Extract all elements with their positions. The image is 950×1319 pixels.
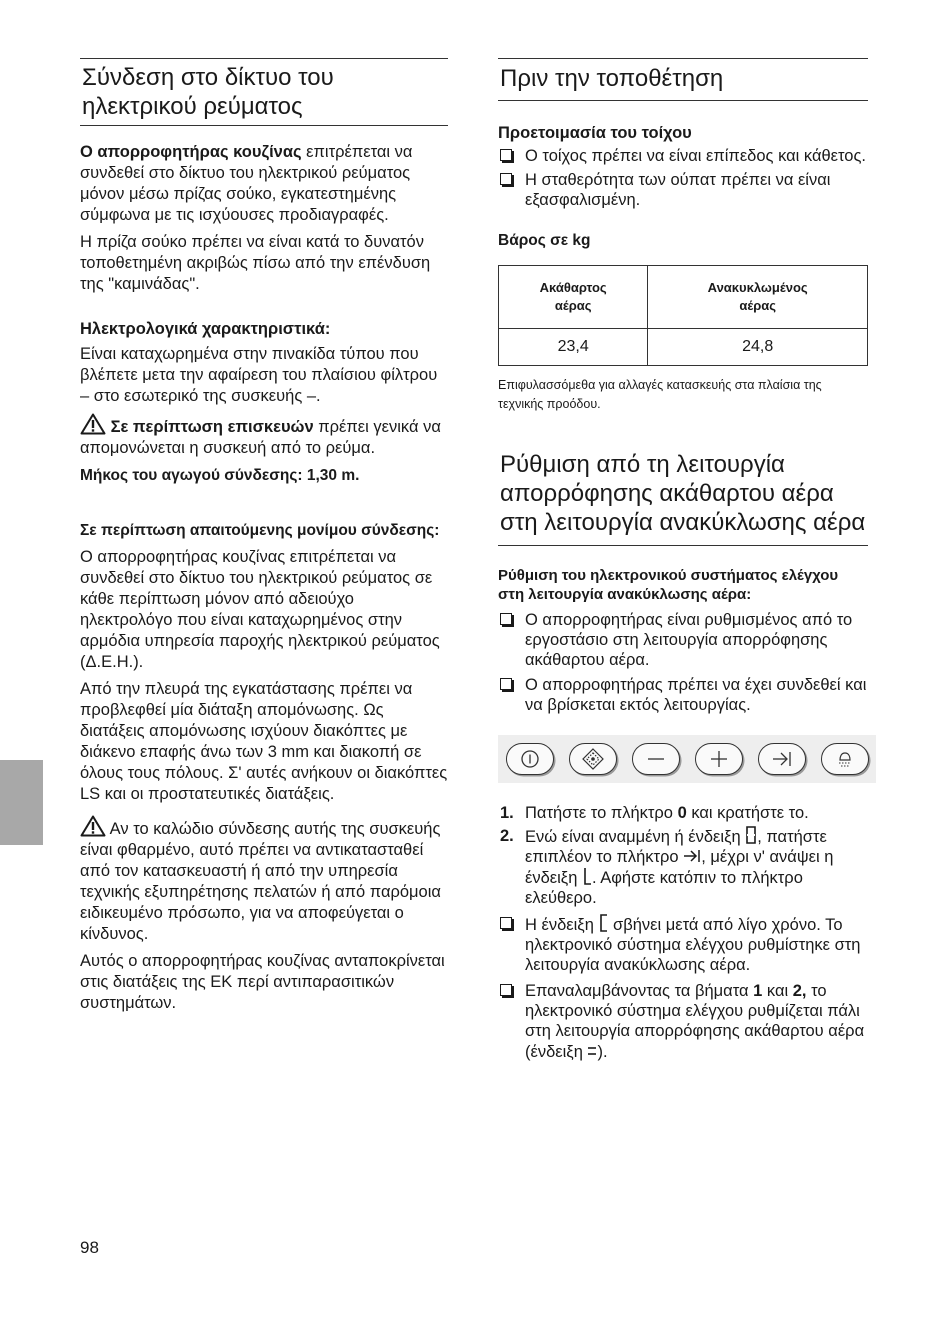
section-tab-marker	[0, 760, 43, 845]
checkbox-bullet-icon	[500, 613, 512, 625]
minus-button	[632, 743, 680, 775]
table-header-exhaust-air: Ακάθαρτος αέρας	[499, 266, 648, 329]
display-zero-indicator-icon	[745, 826, 757, 844]
warning-icon	[80, 815, 106, 837]
fan-button	[569, 743, 617, 775]
section-title-before-installation: Πριν την τοποθέτηση	[498, 58, 868, 101]
warning-icon	[80, 413, 106, 435]
section-title-recirculation-setting: Ρύθμιση από τη λειτουργία απορρόφησης ακάθαρτου αέρα στη λειτουργία ανακύκλωσης αέρα	[498, 450, 868, 546]
fan-icon	[581, 747, 605, 771]
electrical-data-paragraph: Είναι καταχωρημένα στην πινακίδα τύπου που βλέπετε μετα την αφαίρεση του πλαίσιου φίλτρου – στο εσωτερικό της συσκευής –.	[80, 345, 438, 405]
left-column	[80, 58, 448, 1014]
list-item: Ο απορροφητήρας είναι ρυθμισμένος από το εργοστάσιο στη λειτουργία απορρόφησης ακάθαρτου αέρα.	[498, 610, 868, 670]
wall-preparation-heading: Προετοιμασία του τοίχου	[498, 124, 692, 142]
table-cell-recirculation-weight: 24,8	[648, 329, 868, 366]
note-display-off: Η ένδειξη σβήνει μετά από λίγο χρόνο. Το ηλεκτρονικό σύστημα ελέγχου ρυθμίστηκε στη λειτουργία ανακύκλωσης αέρα.	[498, 914, 868, 975]
interval-icon	[683, 848, 701, 864]
right-column	[498, 58, 868, 1062]
control-panel-illustration	[498, 735, 876, 783]
display-c-indicator-icon	[598, 914, 608, 932]
minus-icon	[645, 748, 667, 770]
ec-compliance-paragraph: Αυτός ο απορροφητήρας κουζίνας ανταποκρίνεται στις διατάξεις της ΕΚ περί αντιπαρασιτικών συστημάτων.	[80, 952, 445, 1012]
checkbox-bullet-icon	[500, 984, 512, 996]
display-l-indicator-icon	[582, 867, 592, 885]
light-icon	[834, 748, 856, 770]
interval-button	[758, 743, 806, 775]
checkbox-bullet-icon	[500, 149, 512, 161]
intro-paragraph: Ο απορροφητήρας κουζίνας επιτρέπεται να συνδεθεί στο δίκτυο του ηλεκτρικού ρεύματος μόνον μέσω πρίζας σούκο, εγκατεστημένης σύμφωνα με τις ισχύουσες προδιαγραφές.	[80, 143, 413, 224]
list-item: Η σταθερότητα των ούπατ πρέπει να είναι εξασφαλισμένη.	[498, 170, 868, 210]
cable-damage-warning: Αν το καλώδιο σύνδεσης αυτής της συσκευής είναι φθαρμένο, αυτό πρέπει να αντικατασταθεί από τον κατασκευαστή ή από την υπηρεσία τεχνικής εξυπηρέτησης πελατών ή από παρόμοια ειδικευμένο πρόσωπο, για να αποφεύγεται ο κίνδυνος.	[80, 815, 448, 945]
cable-length: Μήκος του αγωγού σύνδεσης: 1,30 m.	[80, 467, 360, 484]
section-title-electrical-connection: Σύνδεση στο δίκτυο του ηλεκτρικού ρεύματος	[80, 58, 448, 126]
checkbox-bullet-icon	[500, 678, 512, 690]
power-icon	[519, 748, 541, 770]
display-equals-indicator-icon	[587, 1041, 597, 1059]
power-button	[506, 743, 554, 775]
step-1: 1. Πατήστε το πλήκτρο 0 και κρατήστε το.	[500, 804, 809, 822]
weight-heading: Βάρος σε kg	[498, 232, 591, 249]
socket-paragraph: Η πρίζα σούκο πρέπει να είναι κατά το δυνατόν τοποθετημένη ακριβώς πίσω από την επένδυση της "καμινάδας".	[80, 233, 431, 293]
repair-warning: Σε περίπτωση επισκευών πρέπει γενικά να απομονώνεται η συσκευή από το ρεύμα.	[80, 413, 448, 459]
permanent-connection-paragraph: Ο απορροφητήρας κουζίνας επιτρέπεται να συνδεθεί στο δίκτυο του ηλεκτρικού ρεύματος σε κάθε περίπτωση μόνον από αδειούχο ηλεκτρολόγο που είναι καταχωρημένος στην αρμόδια υπηρεσία παροχής ηλεκτρικού ρεύματος (Δ.Ε.Η.).	[80, 548, 440, 671]
list-item: Ο τοίχος πρέπει να είναι επίπεδος και κάθετος.	[498, 146, 868, 166]
note-repeat-steps: Επαναλαμβάνοντας τα βήματα 1 και 2, το ηλεκτρονικό σύστημα ελέγχου ρυθμίζεται πάλι στη λειτουργία απορρόφησης ακάθαρτου αέρα (ένδειξη ).	[498, 981, 868, 1062]
plus-button	[695, 743, 743, 775]
table-header-recirculated-air: Ανακυκλωμένος αέρας	[648, 266, 868, 329]
interval-icon	[771, 748, 793, 770]
checkbox-bullet-icon	[500, 917, 512, 929]
plus-icon	[708, 748, 730, 770]
page-number: 98	[80, 1238, 99, 1257]
weight-table	[498, 265, 868, 366]
table-cell-exhaust-weight: 23,4	[499, 329, 648, 366]
reserve-note: Επιφυλασσόμεθα για αλλαγές κατασκευής στα πλαίσια της τεχνικής προόδου.	[498, 378, 822, 411]
isolation-paragraph: Από την πλευρά της εγκατάστασης πρέπει να προβλεφθεί μία διάταξη απομόνωσης. Ως διατάξεις απομόνωσης ισχύουν διακόπτες με διάκενο επαφής άνω των 3 mm και διακοπή σε όλους τους πόλους. Σ' αυτές ανήκουν οι διακόπτες LS και οι προστατευτικές διατάξεις.	[80, 680, 448, 803]
electrical-data-heading: Ηλεκτρολογικά χαρακτηριστικά:	[80, 320, 331, 338]
light-button	[821, 743, 869, 775]
list-item: Ο απορροφητήρας πρέπει να έχει συνδεθεί και να βρίσκεται εκτός λειτουργίας.	[498, 675, 868, 715]
electronic-setting-heading: Ρύθμιση του ηλεκτρονικού συστήματος ελέγχου στη λειτουργία ανακύκλωσης αέρα:	[498, 567, 839, 603]
permanent-connection-heading: Σε περίπτωση απαιτούμενης μονίμου σύνδεσης:	[80, 522, 440, 539]
checkbox-bullet-icon	[500, 173, 512, 185]
step-2: 2. Ενώ είναι αναμμένη ή ένδειξη , πατήστε επιπλέον το πλήκτρο , μέχρι ν' ανάψει η ένδειξη . Αφήστε κατόπιν το πλήκτρο ελεύθερο.	[500, 827, 834, 907]
